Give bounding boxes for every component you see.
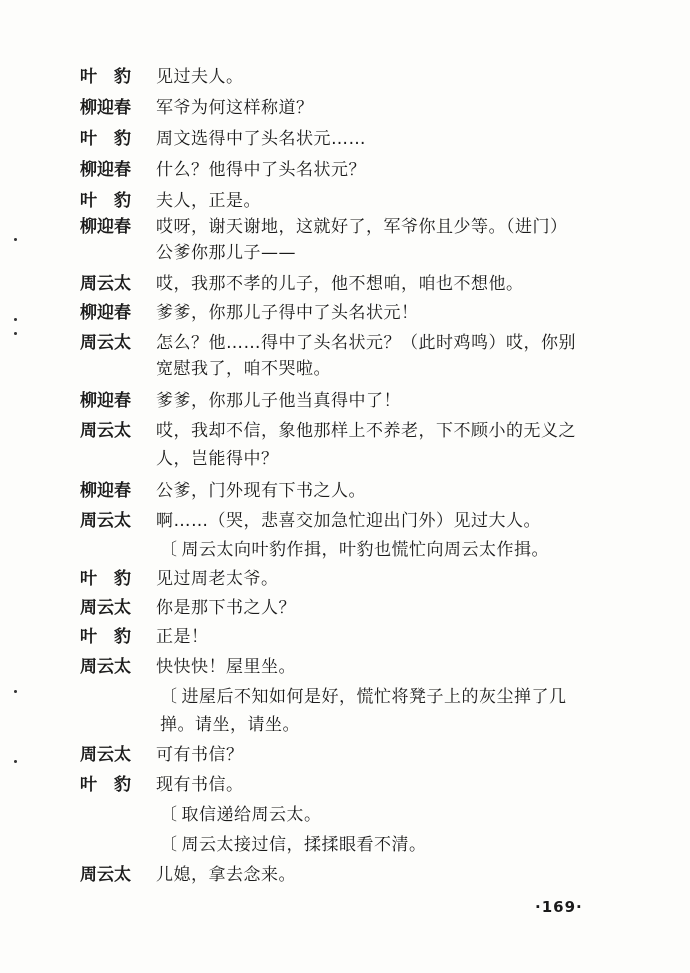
stage-bracket: 〔 xyxy=(160,687,178,707)
page-number: ·169· xyxy=(535,898,583,916)
dialogue-line xyxy=(0,564,690,594)
speaker-name: 周云太 xyxy=(80,333,131,353)
dialogue-text: 哎，我那不孝的儿子，他不想咱，咱也不想他。 xyxy=(156,274,524,294)
speaker-name: 柳迎春 xyxy=(80,391,131,411)
stage-text: 掸。请坐，请坐。 xyxy=(160,715,300,735)
dialogue-line xyxy=(0,593,690,623)
dialogue-line xyxy=(0,476,690,506)
scan-speck xyxy=(14,238,17,241)
speaker-name: 叶 豹 xyxy=(80,67,131,87)
speaker-name: 柳迎春 xyxy=(80,303,131,323)
dialogue-text: 军爷为何这样称道？ xyxy=(156,98,314,118)
speaker-name: 周云太 xyxy=(80,598,131,618)
stage-bracket: 〔 xyxy=(160,835,178,855)
dialogue-line xyxy=(0,62,690,92)
speaker-name: 周云太 xyxy=(80,421,131,441)
dialogue-line xyxy=(0,93,690,123)
speaker-name: 叶 豹 xyxy=(80,627,131,647)
dialogue-text: 周文选得中了头名状元…… xyxy=(156,129,366,149)
dialogue-text: 哎呀，谢天谢地，这就好了，军爷你且少等。（进门） xyxy=(156,217,568,237)
dialogue-text: 正是！ xyxy=(156,627,209,647)
stage-continuation xyxy=(0,710,690,740)
stage-text: 周云太向叶豹作揖，叶豹也慌忙向周云太作揖。 xyxy=(181,540,549,560)
dialogue-line xyxy=(0,155,690,185)
speaker-name: 叶 豹 xyxy=(80,191,131,211)
dialogue-text: 现有书信。 xyxy=(156,775,244,795)
stage-direction xyxy=(0,535,690,565)
stage-direction xyxy=(0,682,690,712)
stage-direction xyxy=(0,800,690,830)
dialogue-text: 快快快！屋里坐。 xyxy=(156,657,296,677)
dialogue-text: 你是那下书之人？ xyxy=(156,598,296,618)
stage-text: 进屋后不知如何是好，慌忙将凳子上的灰尘掸了几 xyxy=(181,687,567,707)
scan-speck xyxy=(14,690,17,693)
dialogue-line xyxy=(0,506,690,536)
stage-direction-text xyxy=(160,800,322,830)
dialogue-text: 夫人，正是。 xyxy=(156,191,261,211)
stage-bracket: 〔 xyxy=(160,540,178,560)
speaker-name: 叶 豹 xyxy=(80,569,131,589)
dialogue-line xyxy=(0,770,690,800)
dialogue-line xyxy=(0,652,690,682)
dialogue-text: 爹爹，你那儿子他当真得中了！ xyxy=(156,391,401,411)
speaker-name: 周云太 xyxy=(80,511,131,531)
dialogue-line xyxy=(0,622,690,652)
dialogue-text: 爹爹，你那儿子得中了头名状元！ xyxy=(156,303,419,323)
speaker-name: 柳迎春 xyxy=(80,481,131,501)
dialogue-text: 啊……（哭，悲喜交加急忙迎出门外）见过大人。 xyxy=(156,511,541,531)
dialogue-text: 见过周老太爷。 xyxy=(156,569,279,589)
dialogue-continuation xyxy=(0,354,690,384)
stage-text: 周云太接过信，揉揉眼看不清。 xyxy=(181,835,427,855)
dialogue-text: 儿媳，拿去念来。 xyxy=(156,865,296,885)
speaker-name: 柳迎春 xyxy=(80,98,131,118)
dialogue-line xyxy=(0,416,690,446)
speaker-name: 叶 豹 xyxy=(80,129,131,149)
dialogue-text: 人，岂能得中？ xyxy=(156,449,279,469)
dialogue-line xyxy=(0,124,690,154)
stage-direction-text xyxy=(160,830,427,860)
speaker-name: 周云太 xyxy=(80,274,131,294)
dialogue-text: 公爹，门外现有下书之人。 xyxy=(156,481,366,501)
dialogue-line xyxy=(0,298,690,328)
dialogue-text: 哎，我却不信，象他那样上不养老，下不顾小的无义之 xyxy=(156,421,576,441)
scan-speck xyxy=(14,760,17,763)
stage-bracket: 〔 xyxy=(160,805,178,825)
dialogue-line xyxy=(0,740,690,770)
dialogue-continuation xyxy=(0,444,690,474)
scan-speck xyxy=(14,318,17,321)
dialogue-line xyxy=(0,386,690,416)
dialogue-text: 怎么？他……得中了头名状元？（此时鸡鸣）哎，你别 xyxy=(156,333,576,353)
dialogue-line xyxy=(0,860,690,890)
scan-speck xyxy=(14,332,17,335)
dialogue-text: 可有书信？ xyxy=(156,745,244,765)
dialogue-text: 宽慰我了，咱不哭啦。 xyxy=(156,359,331,379)
dialogue-text: 什么？他得中了头名状元？ xyxy=(156,160,366,180)
speaker-name: 周云太 xyxy=(80,745,131,765)
stage-direction-text xyxy=(160,535,549,565)
speaker-name: 柳迎春 xyxy=(80,160,131,180)
speaker-name: 周云太 xyxy=(80,865,131,885)
stage-text: 取信递给周云太。 xyxy=(181,805,322,825)
speaker-name: 柳迎春 xyxy=(80,217,131,237)
stage-direction xyxy=(0,830,690,860)
dialogue-text: 公爹你那儿子—— xyxy=(156,243,296,263)
dialogue-line xyxy=(0,269,690,299)
speaker-name: 叶 豹 xyxy=(80,775,131,795)
dialogue-continuation xyxy=(0,238,690,268)
dialogue-text: 见过夫人。 xyxy=(156,67,244,87)
speaker-name: 周云太 xyxy=(80,657,131,677)
stage-direction-text xyxy=(160,682,567,712)
